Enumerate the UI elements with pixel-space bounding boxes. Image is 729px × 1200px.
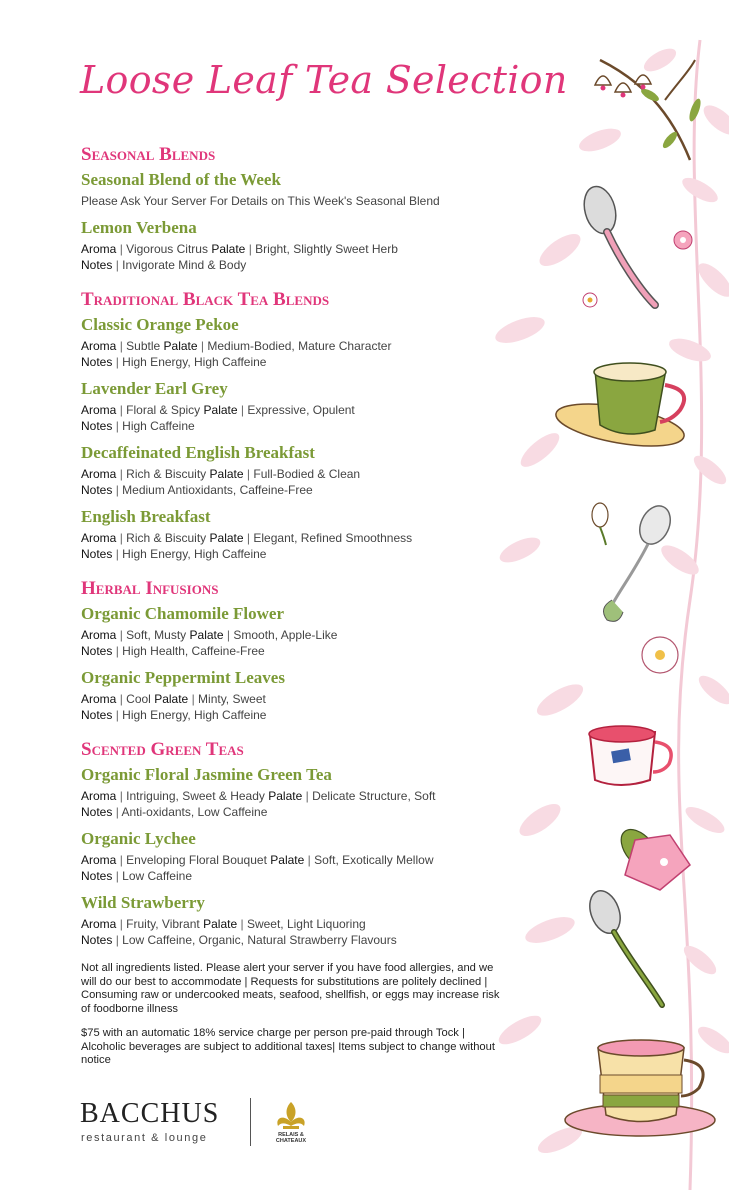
notes-value: Medium Antioxidants, Caffeine-Free	[122, 483, 313, 497]
separator: |	[119, 628, 123, 642]
separator: |	[115, 644, 119, 658]
aroma-value: Rich & Biscuity	[126, 531, 207, 545]
aroma-palate-line	[81, 338, 481, 354]
palate-label: Palate	[268, 789, 303, 803]
separator: |	[115, 258, 119, 272]
notes-line	[81, 418, 481, 434]
menu-section	[81, 739, 481, 948]
red-teacup	[589, 726, 671, 785]
aroma-label: Aroma	[81, 339, 117, 353]
menu-item	[81, 765, 481, 820]
section-title: Herbal Infusions	[81, 578, 219, 599]
palate-value: Soft, Exotically Mellow	[314, 853, 434, 867]
separator: |	[115, 547, 119, 561]
menu-item	[81, 829, 481, 884]
aroma-value: Subtle	[126, 339, 161, 353]
notes-label: Notes	[81, 644, 113, 658]
pink-lily	[614, 823, 690, 890]
palate-label: Palate	[154, 692, 189, 706]
menu-item	[81, 893, 481, 948]
aroma-palate-line	[81, 788, 481, 804]
separator: |	[119, 467, 123, 481]
aroma-value: Soft, Musty	[126, 628, 187, 642]
separator: |	[119, 403, 123, 417]
menu-item	[81, 507, 481, 562]
aroma-value: Cool	[126, 692, 151, 706]
aroma-palate-line	[81, 466, 481, 482]
aroma-palate-line	[81, 852, 481, 868]
palate-label: Palate	[211, 242, 246, 256]
section-title: Scented Green Teas	[81, 739, 244, 760]
separator: |	[115, 869, 119, 883]
notes-value: High Energy, High Caffeine	[122, 355, 267, 369]
aroma-label: Aroma	[81, 853, 117, 867]
menu-section	[81, 289, 481, 562]
bacchus-logo-subtitle: restaurant & lounge	[81, 1132, 208, 1144]
notes-label: Notes	[81, 805, 113, 819]
aroma-label: Aroma	[81, 789, 117, 803]
notes-line	[81, 643, 481, 659]
notes-label: Notes	[81, 483, 113, 497]
separator: |	[119, 853, 123, 867]
notes-line	[81, 707, 481, 723]
item-name: Decaffeinated English Breakfast	[81, 443, 315, 462]
separator: |	[248, 242, 252, 256]
notes-value: Low Caffeine	[122, 869, 192, 883]
palate-label: Palate	[209, 467, 244, 481]
price-note: $75 with an automatic 18% service charge per person pre-paid through Tock | Alcoholic beverages are subject to additional taxes| Items subject to change without notice	[81, 1027, 495, 1067]
aroma-palate-line	[81, 627, 481, 643]
aroma-label: Aroma	[81, 692, 117, 706]
separator: |	[246, 467, 251, 481]
white-flower	[642, 637, 678, 673]
aroma-value: Vigorous Citrus	[126, 242, 208, 256]
palate-value: Bright, Slightly Sweet Herb	[255, 242, 398, 256]
separator: |	[119, 531, 123, 545]
palate-value: Elegant, Refined Smoothness	[253, 531, 413, 545]
aroma-palate-line	[81, 402, 481, 418]
item-name: Classic Orange Pekoe	[81, 315, 239, 334]
notes-value: Invigorate Mind & Body	[122, 258, 247, 272]
bacchus-logo: BACCHUS	[80, 1098, 220, 1129]
menu-section	[81, 144, 481, 273]
menu-item	[81, 668, 481, 723]
palate-value: Sweet, Light Liquoring	[246, 917, 366, 931]
item-name: Organic Lychee	[81, 829, 196, 848]
aroma-value: Enveloping Floral Bouquet	[126, 853, 267, 867]
pink-spoon	[579, 183, 655, 305]
item-name: Wild Strawberry	[81, 893, 205, 912]
separator: |	[119, 789, 123, 803]
notes-line	[81, 546, 481, 562]
notes-label: Notes	[81, 547, 113, 561]
separator: |	[200, 339, 205, 353]
footer-divider	[250, 1098, 251, 1146]
separator: |	[115, 419, 119, 433]
green-spoon	[584, 887, 662, 1005]
notes-label: Notes	[81, 419, 113, 433]
notes-value: High Caffeine	[122, 419, 195, 433]
separator: |	[246, 531, 251, 545]
aroma-value: Intriguing, Sweet & Heady	[126, 789, 265, 803]
notes-value: High Energy, High Caffeine	[122, 547, 267, 561]
separator: |	[115, 933, 119, 947]
separator: |	[119, 692, 123, 706]
notes-value: High Energy, High Caffeine	[122, 708, 267, 722]
menu-item	[81, 315, 481, 370]
notes-label: Notes	[81, 933, 113, 947]
separator: |	[240, 403, 245, 417]
palate-value: Full-Bodied & Clean	[253, 467, 361, 481]
menu-section	[81, 578, 481, 723]
notes-line	[81, 932, 481, 948]
notes-line	[81, 868, 481, 884]
item-name: Seasonal Blend of the Week	[81, 170, 281, 189]
notes-value: Low Caffeine, Organic, Natural Strawberry Flavours	[122, 933, 397, 947]
aroma-label: Aroma	[81, 917, 117, 931]
aroma-value: Fruity, Vibrant	[126, 917, 200, 931]
item-description: Please Ask Your Server For Details on This Week's Seasonal Blend	[81, 194, 440, 208]
notes-label: Notes	[81, 258, 113, 272]
separator: |	[115, 708, 119, 722]
aroma-palate-line	[81, 691, 481, 707]
palate-value: Delicate Structure, Soft	[312, 789, 436, 803]
aroma-palate-line	[81, 530, 481, 546]
relais-chateaux-logo: RELAIS & CHATEAUX	[275, 1132, 307, 1144]
separator: |	[119, 242, 123, 256]
notes-line	[81, 354, 481, 370]
tea-menu	[81, 144, 481, 964]
separator: |	[307, 853, 311, 867]
palate-value: Smooth, Apple-Like	[233, 628, 338, 642]
palate-label: Palate	[163, 339, 198, 353]
aroma-label: Aroma	[81, 403, 117, 417]
separator: |	[240, 917, 244, 931]
aroma-label: Aroma	[81, 531, 117, 545]
notes-value: High Health, Caffeine-Free	[122, 644, 265, 658]
notes-line	[81, 482, 481, 498]
item-name: Organic Peppermint Leaves	[81, 668, 285, 687]
section-title: Seasonal Blends	[81, 144, 216, 165]
notes-value: Anti-oxidants, Low Caffeine	[121, 805, 268, 819]
menu-item	[81, 604, 481, 659]
separator: |	[119, 917, 123, 931]
palate-label: Palate	[203, 917, 238, 931]
palate-value: Medium-Bodied, Mature Character	[207, 339, 392, 353]
palate-label: Palate	[209, 531, 244, 545]
aroma-palate-line	[81, 916, 481, 932]
separator: |	[115, 355, 119, 369]
page-title: Loose Leaf Tea Selection	[80, 58, 568, 102]
bellflower-sprig	[595, 60, 703, 160]
separator: |	[191, 692, 195, 706]
menu-item	[81, 218, 481, 273]
item-name: Lemon Verbena	[81, 218, 197, 237]
section-title: Traditional Black Tea Blends	[81, 289, 330, 310]
aroma-label: Aroma	[81, 242, 117, 256]
separator: |	[115, 483, 119, 497]
palate-value: Minty, Sweet	[198, 692, 266, 706]
aroma-label: Aroma	[81, 628, 117, 642]
separator: |	[119, 339, 123, 353]
notes-line	[81, 257, 481, 273]
pink-flower	[583, 231, 692, 307]
item-name: Organic Chamomile Flower	[81, 604, 285, 623]
item-name: English Breakfast	[81, 507, 211, 526]
notes-label: Notes	[81, 869, 113, 883]
aroma-palate-line	[81, 241, 481, 257]
palate-value: Expressive, Opulent	[247, 403, 355, 417]
green-teacup	[553, 363, 687, 454]
separator: |	[115, 805, 119, 819]
separator: |	[226, 628, 231, 642]
notes-label: Notes	[81, 708, 113, 722]
palate-label: Palate	[203, 403, 238, 417]
aroma-value: Rich & Biscuity	[126, 467, 207, 481]
menu-item	[81, 443, 481, 498]
menu-item	[81, 379, 481, 434]
allergy-note: Not all ingredients listed. Please alert your server if you have food allergies, and we will do our best to accommodate | Requests for substitutions are politely declined | Consuming raw or undercooked meats, seafood, shellfish, or eggs may increase risk of foodborne illness	[81, 962, 500, 1015]
palate-label: Palate	[189, 628, 224, 642]
silver-spoon	[592, 501, 676, 621]
item-name: Lavender Earl Grey	[81, 379, 228, 398]
menu-item	[81, 170, 481, 209]
item-name: Organic Floral Jasmine Green Tea	[81, 765, 332, 784]
palate-label: Palate	[270, 853, 305, 867]
separator: |	[305, 789, 309, 803]
aroma-value: Floral & Spicy	[126, 403, 201, 417]
notes-label: Notes	[81, 355, 113, 369]
notes-line	[81, 804, 481, 820]
aroma-label: Aroma	[81, 467, 117, 481]
